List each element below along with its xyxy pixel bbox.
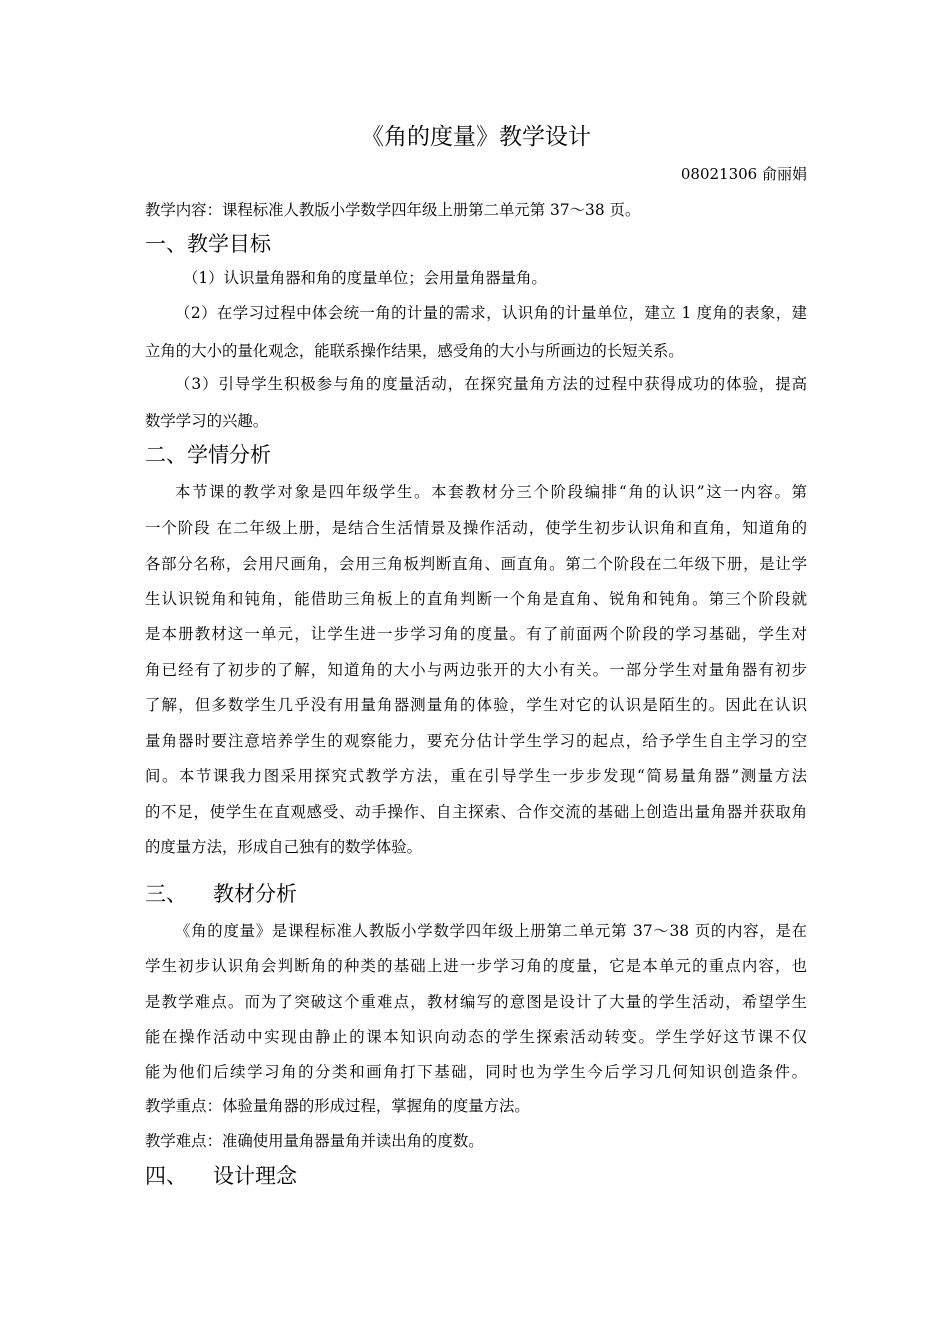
teaching-key-point: 教学重点：体验量角器的形成过程，掌握角的度量方法。 [145, 1097, 530, 1115]
section3-heading [145, 879, 297, 909]
analysis-line: 各部分名称，会用尺画角，会用三角板判断直角、画直角。第二个阶段在二年级下册，是让学 [145, 555, 807, 573]
section2-heading: 二、学情分析 [145, 443, 271, 467]
section3-heading-number: 三、 [145, 882, 187, 906]
analysis-line: 了解，但多数学生几乎没有用量角器测量角的体验，学生对它的认识是陌生的。因此在认识 [145, 696, 807, 714]
section3-heading-text: 教材分析 [213, 882, 297, 906]
section1-heading: 一、教学目标 [145, 232, 271, 256]
analysis-line: 间。本节课我力图采用探究式教学方法，重在引导学生一步步发现“简易量角器”测量方法 [145, 767, 807, 785]
textbook-analysis-line: 《角的度量》是课程标准人教版小学数学四年级上册第二单元第 37～38 页的内容，是在 [175, 922, 807, 940]
teaching-difficulty: 教学难点：准确使用量角器量角并读出角的度数。 [145, 1132, 484, 1150]
textbook-analysis-line: 能在操作活动中实现由静止的课本知识向动态的学生探索活动转变。学生学好这节课不仅 [145, 1028, 807, 1046]
teaching-content: 教学内容：课程标准人教版小学数学四年级上册第二单元第 37～38 页。 [145, 201, 641, 219]
analysis-line: 一个阶段 在二年级上册，是结合生活情景及操作活动，使学生初步认识角和直角，知道角的 [145, 519, 807, 537]
analysis-line: 角已经有了初步的了解，知道角的大小与两边张开的大小有关。一部分学生对量角器有初步 [145, 661, 807, 679]
objective-3-line1: （3）引导学生积极参与角的度量活动，在探究量角方法的过程中获得成功的体验，提高 [175, 375, 807, 393]
textbook-analysis-line: 学生初步认识角会判断角的种类的基础上进一步学习角的度量，它是本单元的重点内容，也 [145, 957, 807, 975]
textbook-analysis-line: 能为他们后续学习角的分类和画角打下基础，同时也为学生今后学习几何知识创造条件。 [145, 1063, 807, 1081]
section4-heading-number: 四、 [145, 1164, 187, 1188]
analysis-line: 量角器时要注意培养学生的观察能力，要充分估计学生学习的起点，给予学生自主学习的空 [145, 732, 807, 750]
textbook-analysis-line: 是教学难点。而为了突破这个重难点，教材编写的意图是设计了大量的学生活动，希望学生 [145, 993, 807, 1011]
analysis-line: 本节课的教学对象是四年级学生。本套教材分三个阶段编排“角的认识”这一内容。第 [175, 483, 807, 501]
section4-heading-text: 设计理念 [213, 1164, 297, 1188]
author-line: 08021306 俞丽娟 [680, 165, 807, 183]
analysis-line: 的度量方法，形成自己独有的数学体验。 [145, 838, 423, 856]
objective-2-line2: 立角的大小的量化观念，能联系操作结果，感受角的大小与所画边的长短关系。 [145, 342, 684, 360]
analysis-line: 是本册教材这一单元，让学生进一步学习角的度量。有了前面两个阶段的学习基础，学生对 [145, 625, 807, 643]
objective-2-line1: （2）在学习过程中体会统一角的计量的需求，认识角的计量单位，建立 1 度角的表象，建 [175, 304, 807, 322]
objective-3-line2: 数学学习的兴趣。 [145, 412, 269, 430]
analysis-line: 的不足，使学生在直观感受、动手操作、自主探索、合作交流的基础上创造出量角器并获取角 [145, 803, 807, 821]
section4-heading [145, 1161, 297, 1191]
document-title: 《角的度量》教学设计 [361, 124, 591, 150]
analysis-line: 生认识锐角和钝角，能借助三角板上的直角判断一个角是直角、锐角和钝角。第三个阶段就 [145, 590, 807, 608]
objective-1: （1）认识量角器和角的度量单位；会用量角器量角。 [183, 269, 547, 287]
